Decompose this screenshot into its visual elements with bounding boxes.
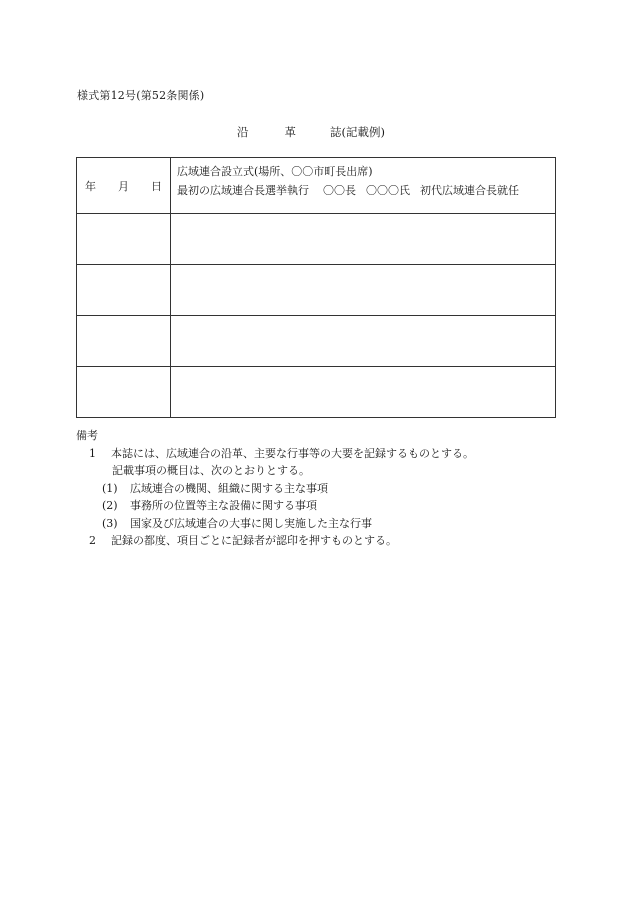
table-row [77,367,556,418]
sub-item-2 [102,497,474,515]
note-item-2-number: 2 [89,534,96,547]
event-line-2-part-1: 最初の広域連合長選挙執行 [177,184,309,197]
sub-item-text: 国家及び広域連合の大事に関し実施した主な行事 [130,516,372,530]
note-item-2 [89,532,474,550]
note-item-1 [89,445,474,463]
event-cell [171,214,556,265]
table-row [77,214,556,265]
title-char-1: 沿 [237,125,249,139]
title-char-2: 革 [284,125,296,139]
sub-item-1 [102,480,474,498]
date-cell [77,158,171,214]
event-line-2-part-3: 〇〇〇氏 [366,184,410,197]
event-cell [171,158,556,214]
year-label: 年 [85,179,96,193]
sub-item-number: (1) [102,481,118,495]
event-line-2 [177,181,555,200]
history-table [76,157,556,418]
event-cell [171,367,556,418]
sub-item-text: 広域連合の機関、組織に関する主な事項 [130,481,328,495]
event-cell [171,316,556,367]
title-char-3: 誌(記載例) [330,125,385,139]
note-item-1-number: 1 [89,446,96,460]
event-line-2-part-4: 初代広域連合長就任 [420,184,519,197]
note-item-1-text: 本誌には、広域連合の沿革、主要な行事等の大要を記録するものとする。 [111,446,474,460]
table-row [77,265,556,316]
date-cell [77,214,171,265]
note-item-2-text: 記録の都度、項目ごとに記録者が認印を押すものとする。 [111,534,397,547]
sub-item-number: (3) [102,516,118,530]
event-cell [171,265,556,316]
date-cell [77,265,171,316]
month-label: 月 [118,179,129,193]
date-cell [77,367,171,418]
form-number: 様式第12号(第52条関係) [77,89,205,102]
event-line-1: 広域連合設立式(場所、〇〇市町長出席) [177,165,373,178]
note-item-1-sub-intro: 記載事項の概目は、次のとおりとする。 [112,464,310,477]
day-label: 日 [151,179,162,193]
table-row [77,316,556,367]
sub-item-3 [102,515,474,533]
event-line-2-part-2: 〇〇長 [323,184,356,197]
document-title [237,124,385,140]
notes-section [76,427,474,550]
notes-heading: 備考 [76,429,98,442]
date-cell [77,316,171,367]
table-row [77,158,556,214]
sub-item-number: (2) [102,499,118,512]
sub-item-text: 事務所の位置等主な設備に関する事項 [130,499,317,512]
date-header [77,178,170,194]
